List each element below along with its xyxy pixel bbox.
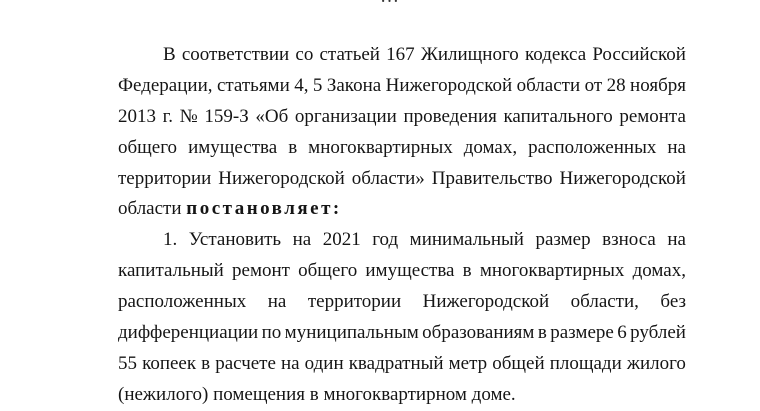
word: минимальный	[409, 229, 524, 251]
word: организации	[294, 105, 397, 127]
text-line	[118, 164, 686, 195]
text-line: (нежилого) помещения в многоквартирном доме.	[118, 383, 516, 405]
word: размере	[550, 322, 614, 344]
word: №	[179, 105, 198, 127]
word: «Об	[255, 105, 289, 127]
word: метр	[448, 352, 488, 374]
word: 2013	[118, 105, 156, 127]
word: 55	[118, 352, 137, 374]
word: без	[660, 291, 686, 313]
text-line	[118, 225, 686, 256]
text-line	[118, 102, 686, 133]
word: имущества	[188, 136, 278, 158]
word: проведения	[403, 105, 497, 127]
word: 167	[386, 44, 415, 65]
word: на	[292, 229, 312, 251]
word: Нижегородской	[559, 167, 686, 189]
text-line	[118, 349, 686, 380]
word: Российской	[592, 44, 686, 65]
word: капитальный	[118, 260, 224, 282]
word: Правительство	[431, 167, 553, 189]
text-line	[118, 287, 686, 318]
word: на	[667, 229, 686, 251]
word: 28	[606, 74, 626, 96]
word: ноября	[630, 74, 686, 96]
word: ремонта	[619, 105, 686, 127]
word: области,	[570, 291, 639, 313]
word: В	[163, 44, 176, 65]
word: Нижегородской	[422, 291, 550, 313]
word: территории	[307, 291, 402, 313]
text-line	[118, 133, 686, 164]
word: по	[261, 322, 282, 344]
word: Установить	[188, 229, 282, 251]
word: на	[267, 291, 287, 313]
word: квадратный	[348, 352, 444, 374]
word: общего	[298, 260, 358, 282]
word: 4,	[294, 74, 309, 96]
word: соответствии	[181, 44, 290, 65]
word: Нижегородской	[218, 167, 345, 189]
word: в	[201, 352, 211, 374]
word: дифференциации	[118, 322, 259, 344]
text-line	[118, 256, 686, 287]
word: муниципальным	[284, 322, 419, 344]
word: расположенных	[118, 291, 247, 313]
word: со	[295, 44, 314, 65]
word: 6	[617, 322, 627, 344]
word: статьями	[216, 74, 290, 96]
word: расположенных	[528, 136, 657, 158]
word: копеек	[142, 352, 197, 374]
word: Федерации,	[118, 74, 213, 96]
word: капитального	[503, 105, 613, 127]
word: Закона	[326, 74, 382, 96]
preamble-paragraph	[118, 40, 686, 225]
word: Нижегородской	[385, 74, 513, 96]
word: 5	[312, 74, 323, 96]
word: имущества	[365, 260, 455, 282]
word: в	[462, 260, 472, 282]
text-line	[118, 194, 686, 225]
word: 159-З	[204, 105, 249, 127]
word: площади	[549, 352, 622, 374]
word: кодекса	[524, 44, 587, 65]
text-line	[118, 71, 686, 102]
text-line	[118, 318, 686, 349]
word: статьей	[319, 44, 380, 65]
word: образованиям	[422, 322, 535, 344]
word: на	[667, 136, 686, 158]
word: г.	[162, 105, 174, 127]
text-line	[118, 40, 686, 71]
word: на	[280, 352, 300, 374]
word: расчете	[215, 352, 276, 374]
item-1-paragraph	[118, 225, 686, 410]
word: год	[372, 229, 399, 251]
word: многоквартирных	[479, 260, 625, 282]
word: взноса	[602, 229, 656, 251]
word: Жилищного	[420, 44, 519, 65]
word: домах,	[463, 136, 518, 158]
word: многоквартирных	[308, 136, 453, 158]
word: общего	[118, 136, 178, 158]
word: общей	[492, 352, 545, 374]
decree-word: постановляет:	[186, 198, 342, 220]
document-body	[118, 40, 686, 411]
word: в	[537, 322, 547, 344]
word: жилого	[626, 352, 686, 374]
word: области»	[351, 167, 425, 189]
text-fragment: области	[118, 198, 182, 220]
cut-off-heading-fragment	[380, 0, 500, 4]
word: в	[288, 136, 298, 158]
word: 1.	[163, 229, 178, 251]
word: один	[304, 352, 344, 374]
word: ремонт	[232, 260, 290, 282]
word: области	[516, 74, 581, 96]
word: рублей	[630, 322, 686, 344]
word: территории	[118, 167, 212, 189]
word: домах,	[632, 260, 686, 282]
word: от	[584, 74, 603, 96]
word: размер	[535, 229, 591, 251]
word: 2021	[322, 229, 361, 251]
